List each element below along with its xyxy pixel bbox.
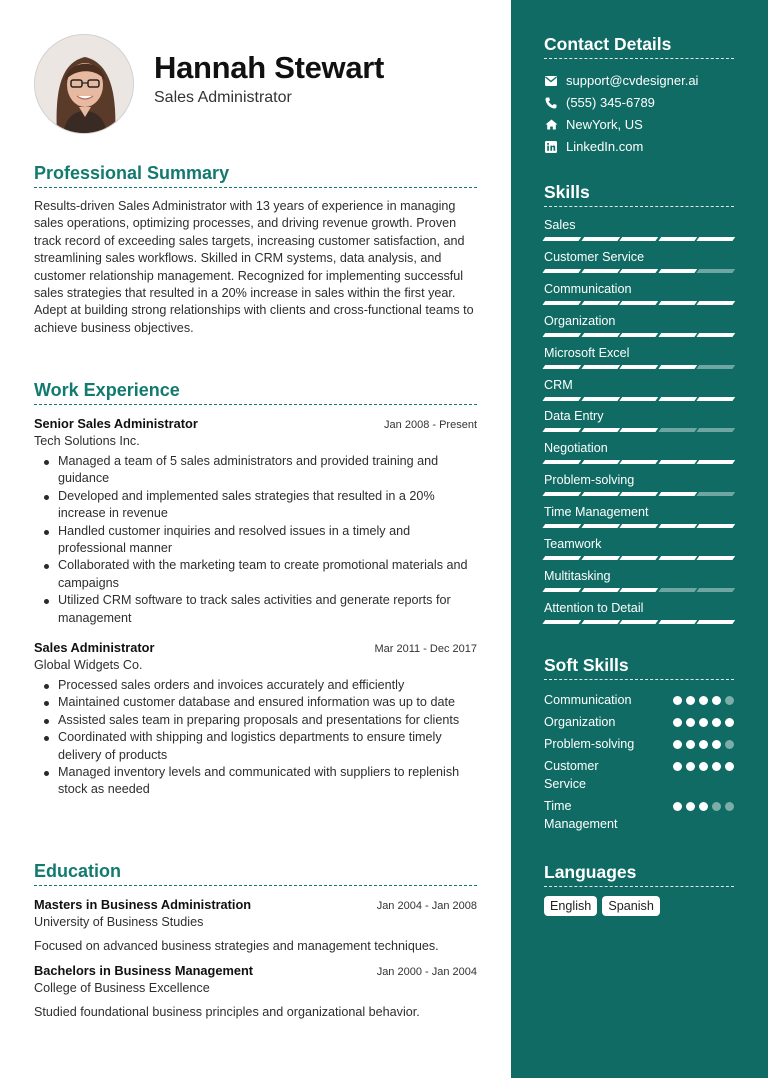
education-dates: Jan 2004 - Jan 2008 [376,900,477,912]
skill-item [544,569,734,592]
avatar [34,34,134,134]
skill-level-bar [544,237,734,241]
skill-name: Data Entry [544,409,604,424]
skill-item [544,282,734,305]
skill-level-bar [544,301,734,305]
skill-level-segment [659,269,697,273]
envelope-icon [544,74,558,88]
skill-level-segment [620,620,658,624]
skill-level-segment [697,556,735,560]
skill-level-segment [697,269,735,273]
phone-text: (555) 345-6789 [566,95,655,110]
soft-skill-item [544,736,734,754]
skill-level-segment [581,588,619,592]
skill-level-segment [659,397,697,401]
list-item: Managed inventory levels and communicated with suppliers to replenish stock as needed [34,764,477,799]
skill-level-bar [544,460,734,464]
skill-item [544,473,734,496]
skill-level-segment [581,365,619,369]
candidate-role: Sales Administrator [154,89,292,106]
list-item: Managed a team of 5 sales administrators and provided training and guidance [34,453,477,488]
list-item: Developed and implemented sales strategies that resulted in a 20% increase in revenue [34,488,477,523]
rating-dot [725,718,734,727]
candidate-name: Hannah Stewart [154,50,385,85]
skill-item [544,409,734,432]
skill-level-segment [659,301,697,305]
skill-name: Communication [544,281,632,296]
summary-heading: Professional Summary [34,163,230,183]
skill-level-segment [543,620,581,624]
rating-dot [712,696,721,705]
skill-level-segment [620,301,658,305]
section-divider [544,58,734,59]
soft-skill-item [544,758,734,793]
skill-name: CRM [544,377,573,392]
skill-level-segment [659,556,697,560]
location-text: NewYork, US [566,117,643,132]
rating-dot [686,696,695,705]
rating-dot [686,718,695,727]
skill-level-segment [659,333,697,337]
skill-name: Customer Service [544,249,645,264]
skill-level-segment [543,365,581,369]
rating-dot [673,740,682,749]
skill-level-segment [620,333,658,337]
contact-email[interactable] [544,73,698,88]
degree-title: Masters in Business Administration [34,897,252,912]
skill-level-segment [659,365,697,369]
school-name: College of Business Excellence [34,981,210,995]
skill-level-bar [544,588,734,592]
skill-level-bar [544,333,734,337]
skill-level-segment [620,460,658,464]
school-name: University of Business Studies [34,915,204,929]
skill-level-bar [544,524,734,528]
language-badge: English [544,896,597,916]
skill-level-segment [620,428,658,432]
rating-dot [699,696,708,705]
rating-dot [673,802,682,811]
skill-level-segment [581,620,619,624]
section-divider [544,206,734,207]
portrait-photo [35,35,134,134]
job-company: Tech Solutions Inc. [34,434,140,448]
skill-level-segment [620,556,658,560]
rating-dot [712,718,721,727]
list-item: Handled customer inquiries and resolved issues in a timely and professional manner [34,523,477,558]
skill-level-segment [581,460,619,464]
skill-level-segment [581,397,619,401]
contact-linkedin[interactable] [544,139,643,154]
skill-level-segment [581,237,619,241]
education-dates: Jan 2000 - Jan 2004 [376,966,477,978]
skill-level-segment [543,524,581,528]
skill-level-segment [620,397,658,401]
skill-level-segment [659,460,697,464]
phone-icon [544,96,558,110]
skill-name: Organization [544,313,616,328]
skill-level-segment [659,588,697,592]
rating-dot [686,802,695,811]
skill-level-segment [620,588,658,592]
contact-phone[interactable] [544,95,655,110]
soft-skill-item [544,798,734,833]
soft-skill-name: Customer Service [544,759,599,791]
soft-skill-name: Communication [544,693,632,707]
skill-level-bar [544,620,734,624]
skill-name: Teamwork [544,537,602,551]
skill-level-segment [659,492,697,496]
list-item: Collaborated with the marketing team to create promotional materials and campaigns [34,557,477,592]
section-divider [34,885,477,886]
skill-level-segment [543,460,581,464]
skill-item [544,537,734,560]
skill-item [544,378,734,401]
skill-name: Microsoft Excel [544,345,630,360]
skill-level-segment [543,588,581,592]
skills-heading: Skills [544,182,590,202]
education-description: Studied foundational business principles and organizational behavior. [34,1005,420,1019]
list-item: Maintained customer database and ensured information was up to date [34,694,477,711]
job-title: Senior Sales Administrator [34,416,198,431]
job-title: Sales Administrator [34,640,155,655]
rating-dot [699,740,708,749]
skill-level-segment [581,301,619,305]
section-divider [544,679,734,680]
skill-level-bar [544,556,734,560]
skill-level-segment [620,237,658,241]
rating-dot [725,696,734,705]
rating-dot [686,762,695,771]
skill-name: Sales [544,218,576,232]
rating-dot [699,718,708,727]
skill-name: Time Management [544,505,649,520]
rating-dot [673,718,682,727]
skill-name: Negotiation [544,441,608,456]
skill-item [544,314,734,337]
job-company: Global Widgets Co. [34,658,143,672]
skill-level-segment [581,556,619,560]
rating-dot [673,696,682,705]
skill-level-bar [544,269,734,273]
rating-dot [699,802,708,811]
education-heading: Education [34,861,122,881]
contact-location [544,117,643,132]
skill-name: Multitasking [544,568,611,583]
education-entry [34,897,477,953]
languages-list [544,896,660,916]
skill-level-segment [697,397,735,401]
skill-level-segment [543,428,581,432]
rating-dot [712,740,721,749]
summary-text: Results-driven Sales Administrator with 13 years of experience in managing sales operations, optimizing processes, and driving revenue growth. Proven track record of exceeding sales targets, increasing customer satisfaction, and streamlining sales workflows. Skilled in CRM systems, data analysis, and customer relationship management. Recognized for implementing successful sales strategies that resulted in a 20% increase in sales within the first year. Adept at building strong relationships with clients and cross-functional teams to achieve business objectives. [34,199,474,335]
rating-dot [686,740,695,749]
soft-skill-name: Problem-solving [544,737,635,751]
rating-dot [725,802,734,811]
skill-level-segment [620,524,658,528]
skill-level-segment [659,237,697,241]
job-bullets [34,677,477,799]
soft-skill-rating [673,758,734,793]
contact-heading: Contact Details [544,34,672,54]
soft-skill-rating [673,714,734,732]
home-icon [544,118,558,132]
soft-skill-rating [673,736,734,754]
job-bullets [34,453,477,627]
skill-level-segment [543,492,581,496]
rating-dot [673,762,682,771]
list-item: Coordinated with shipping and logistics departments to ensure timely delivery of products [34,729,477,764]
languages-heading: Languages [544,862,637,882]
skill-item [544,505,734,528]
skill-level-segment [697,588,735,592]
job-dates: Jan 2008 - Present [384,419,477,431]
skill-level-segment [659,524,697,528]
list-item: Processed sales orders and invoices accurately and efficiently [34,677,477,694]
skill-level-bar [544,428,734,432]
job-dates: Mar 2011 - Dec 2017 [374,643,477,655]
skill-level-segment [659,428,697,432]
skill-level-segment [620,492,658,496]
skill-level-segment [697,333,735,337]
skill-level-bar [544,492,734,496]
skill-level-segment [697,492,735,496]
skill-level-segment [697,524,735,528]
skill-level-segment [543,237,581,241]
education-entry [34,963,477,1019]
skill-level-segment [581,333,619,337]
soft-skill-item [544,692,734,710]
skill-item [544,441,734,464]
skill-level-segment [581,428,619,432]
skill-item [544,346,734,369]
skill-level-segment [543,269,581,273]
skill-level-segment [697,365,735,369]
skill-level-segment [620,365,658,369]
skill-item [544,250,734,273]
skill-level-segment [543,301,581,305]
soft-skill-name: Organization [544,715,616,729]
email-text: support@cvdesigner.ai [566,73,699,88]
skill-level-segment [543,556,581,560]
soft-skill-name: Time Management [544,799,618,831]
skill-level-segment [697,237,735,241]
experience-heading: Work Experience [34,380,180,400]
skill-level-segment [581,492,619,496]
skill-name: Attention to Detail [544,600,644,615]
skill-level-segment [581,269,619,273]
rating-dot [725,762,734,771]
skill-item [544,601,734,624]
job-entry [34,416,477,627]
skill-item [544,218,734,241]
education-description: Focused on advanced business strategies and management techniques. [34,939,439,953]
skill-level-segment [697,460,735,464]
skill-level-segment [543,333,581,337]
list-item: Utilized CRM software to track sales activities and generate reports for management [34,592,477,627]
degree-title: Bachelors in Business Management [34,963,254,978]
skill-level-bar [544,397,734,401]
skill-name: Problem-solving [544,473,635,488]
rating-dot [725,740,734,749]
section-divider [34,187,477,188]
section-divider [544,886,734,887]
skill-level-segment [620,269,658,273]
skill-level-segment [543,397,581,401]
rating-dot [712,802,721,811]
language-badge: Spanish [602,896,660,916]
linkedin-icon [544,140,558,154]
linkedin-text: LinkedIn.com [566,139,644,154]
skill-level-segment [581,524,619,528]
skill-level-bar [544,365,734,369]
rating-dot [699,762,708,771]
skill-level-segment [697,620,735,624]
job-entry [34,640,477,799]
soft-skill-rating [673,692,734,710]
rating-dot [712,762,721,771]
list-item: Assisted sales team in preparing proposals and presentations for clients [34,712,477,729]
soft-skill-item [544,714,734,732]
skill-level-segment [659,620,697,624]
skill-level-segment [697,428,735,432]
section-divider [34,404,477,405]
soft-skill-rating [673,798,734,833]
soft-skills-heading: Soft Skills [544,655,629,675]
skill-level-segment [697,301,735,305]
